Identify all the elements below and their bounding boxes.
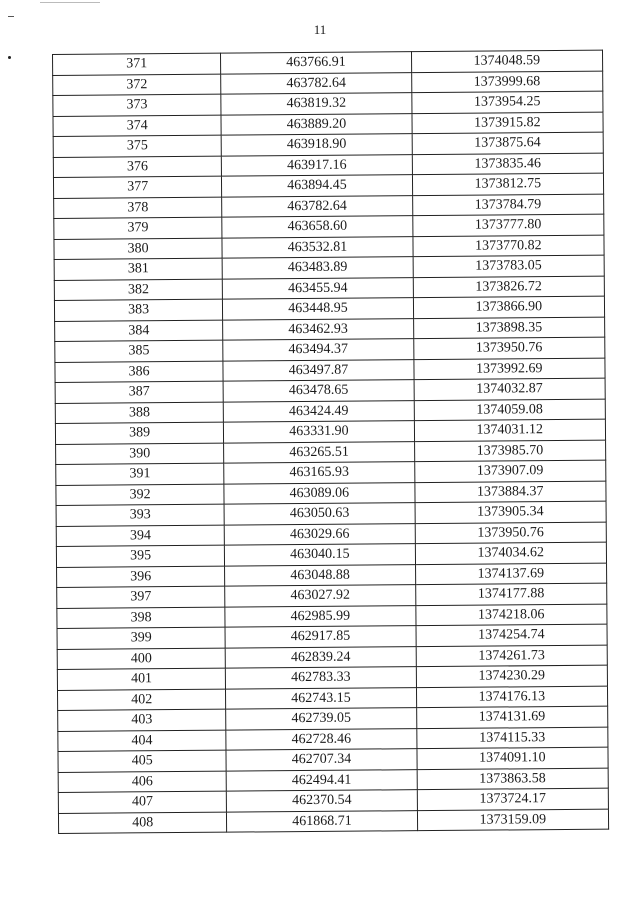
y-coordinate-cell: 1373950.76 <box>415 522 607 544</box>
y-coordinate-cell: 1374137.69 <box>415 563 607 585</box>
x-coordinate-cell: 462728.46 <box>226 728 416 750</box>
y-coordinate-cell: 1373777.80 <box>412 214 604 236</box>
y-coordinate-cell: 1374176.13 <box>416 686 608 708</box>
y-coordinate-cell: 1374254.74 <box>416 624 608 646</box>
y-coordinate-cell: 1373724.17 <box>417 788 609 810</box>
x-coordinate-cell: 463782.64 <box>222 195 412 217</box>
x-coordinate-cell: 463089.06 <box>224 482 414 504</box>
point-number-cell: 391 <box>56 463 224 485</box>
x-coordinate-cell: 463917.16 <box>222 154 412 176</box>
point-number-cell: 385 <box>55 340 223 362</box>
y-coordinate-cell: 1373954.25 <box>411 91 603 113</box>
y-coordinate-cell: 1373826.72 <box>413 276 605 298</box>
x-coordinate-cell: 463782.64 <box>221 72 411 94</box>
point-number-cell: 379 <box>54 217 222 239</box>
x-coordinate-cell: 463029.66 <box>224 523 414 545</box>
y-coordinate-cell: 1373884.37 <box>414 481 606 503</box>
x-coordinate-cell: 463462.93 <box>223 318 413 340</box>
x-coordinate-cell: 463265.51 <box>224 441 414 463</box>
x-coordinate-cell: 463483.89 <box>222 257 412 279</box>
point-number-cell: 383 <box>54 299 222 321</box>
x-coordinate-cell: 462743.15 <box>226 687 416 709</box>
point-number-cell: 390 <box>56 443 224 465</box>
point-number-cell: 404 <box>58 730 226 752</box>
point-number-cell: 375 <box>53 135 221 157</box>
point-number-cell: 371 <box>53 53 221 75</box>
y-coordinate-cell: 1374059.08 <box>414 399 606 421</box>
point-number-cell: 387 <box>55 381 223 403</box>
x-coordinate-cell: 462739.05 <box>226 708 416 730</box>
y-coordinate-cell: 1373159.09 <box>417 809 609 831</box>
page-number: 11 <box>313 22 327 37</box>
x-coordinate-cell: 462494.41 <box>226 769 416 791</box>
scan-top-rule <box>40 2 100 3</box>
y-coordinate-cell: 1373999.68 <box>411 71 603 93</box>
y-coordinate-cell: 1373898.35 <box>413 317 605 339</box>
x-coordinate-cell: 463494.37 <box>223 339 413 361</box>
y-coordinate-cell: 1373812.75 <box>412 173 604 195</box>
x-coordinate-cell: 462839.24 <box>225 646 415 668</box>
point-number-cell: 407 <box>58 791 226 813</box>
x-coordinate-cell: 462985.99 <box>225 605 415 627</box>
point-number-cell: 380 <box>54 238 222 260</box>
y-coordinate-cell: 1374034.62 <box>415 542 607 564</box>
point-number-cell: 402 <box>57 689 225 711</box>
coordinates-table <box>52 50 609 834</box>
y-coordinate-cell: 1374177.88 <box>415 583 607 605</box>
x-coordinate-cell: 462370.54 <box>227 790 417 812</box>
point-number-cell: 400 <box>57 648 225 670</box>
point-number-cell: 384 <box>55 320 223 342</box>
x-coordinate-cell: 463424.49 <box>224 400 414 422</box>
scan-mark-dot <box>8 56 11 59</box>
y-coordinate-cell: 1373783.05 <box>413 255 605 277</box>
x-coordinate-cell: 463331.90 <box>224 421 414 443</box>
y-coordinate-cell: 1373863.58 <box>417 768 609 790</box>
x-coordinate-cell: 463497.87 <box>223 359 413 381</box>
y-coordinate-cell: 1373992.69 <box>414 358 606 380</box>
y-coordinate-cell: 1374230.29 <box>416 665 608 687</box>
x-coordinate-cell: 463455.94 <box>223 277 413 299</box>
x-coordinate-cell: 463050.63 <box>224 503 414 525</box>
point-number-cell: 392 <box>56 484 224 506</box>
point-number-cell: 408 <box>58 812 226 834</box>
x-coordinate-cell: 463048.88 <box>225 564 415 586</box>
point-number-cell: 386 <box>55 361 223 383</box>
x-coordinate-cell: 463819.32 <box>221 93 411 115</box>
x-coordinate-cell: 463918.90 <box>221 134 411 156</box>
y-coordinate-cell: 1373905.34 <box>415 501 607 523</box>
y-coordinate-cell: 1374115.33 <box>416 727 608 749</box>
x-coordinate-cell: 463532.81 <box>222 236 412 258</box>
y-coordinate-cell: 1374218.06 <box>415 604 607 626</box>
point-number-cell: 399 <box>57 627 225 649</box>
point-number-cell: 405 <box>58 750 226 772</box>
y-coordinate-cell: 1374048.59 <box>411 50 603 72</box>
point-number-cell: 398 <box>57 607 225 629</box>
point-number-cell: 378 <box>54 197 222 219</box>
point-number-cell: 381 <box>54 258 222 280</box>
y-coordinate-cell: 1373875.64 <box>412 132 604 154</box>
y-coordinate-cell: 1373770.82 <box>413 235 605 257</box>
x-coordinate-cell: 463478.65 <box>223 380 413 402</box>
x-coordinate-cell: 463658.60 <box>222 216 412 238</box>
x-coordinate-cell: 462707.34 <box>226 749 416 771</box>
table-row <box>58 809 608 834</box>
point-number-cell: 373 <box>53 94 221 116</box>
scan-mark-dash <box>8 16 14 17</box>
x-coordinate-cell: 463894.45 <box>222 175 412 197</box>
point-number-cell: 376 <box>53 156 221 178</box>
coordinates-table-body <box>53 50 609 833</box>
point-number-cell: 396 <box>57 566 225 588</box>
x-coordinate-cell: 462917.85 <box>225 626 415 648</box>
point-number-cell: 382 <box>54 279 222 301</box>
point-number-cell: 401 <box>57 668 225 690</box>
y-coordinate-cell: 1374091.10 <box>417 747 609 769</box>
point-number-cell: 393 <box>56 504 224 526</box>
x-coordinate-cell: 463040.15 <box>225 544 415 566</box>
x-coordinate-cell: 463448.95 <box>223 298 413 320</box>
point-number-cell: 374 <box>53 115 221 137</box>
point-number-cell: 372 <box>53 74 221 96</box>
x-coordinate-cell: 463889.20 <box>221 113 411 135</box>
point-number-cell: 377 <box>53 176 221 198</box>
x-coordinate-cell: 463766.91 <box>221 52 411 74</box>
y-coordinate-cell: 1373835.46 <box>412 153 604 175</box>
y-coordinate-cell: 1373950.76 <box>413 337 605 359</box>
y-coordinate-cell: 1373784.79 <box>412 194 604 216</box>
y-coordinate-cell: 1373915.82 <box>412 112 604 134</box>
y-coordinate-cell: 1374261.73 <box>416 645 608 667</box>
point-number-cell: 389 <box>55 422 223 444</box>
y-coordinate-cell: 1374131.69 <box>416 706 608 728</box>
point-number-cell: 397 <box>57 586 225 608</box>
point-number-cell: 403 <box>58 709 226 731</box>
point-number-cell: 395 <box>56 545 224 567</box>
point-number-cell: 394 <box>56 525 224 547</box>
x-coordinate-cell: 461868.71 <box>227 810 417 832</box>
x-coordinate-cell: 462783.33 <box>226 667 416 689</box>
x-coordinate-cell: 463165.93 <box>224 462 414 484</box>
y-coordinate-cell: 1373866.90 <box>413 296 605 318</box>
y-coordinate-cell: 1374032.87 <box>414 378 606 400</box>
x-coordinate-cell: 463027.92 <box>225 585 415 607</box>
y-coordinate-cell: 1373985.70 <box>414 440 606 462</box>
point-number-cell: 406 <box>58 771 226 793</box>
y-coordinate-cell: 1373907.09 <box>414 460 606 482</box>
y-coordinate-cell: 1374031.12 <box>414 419 606 441</box>
point-number-cell: 388 <box>55 402 223 424</box>
